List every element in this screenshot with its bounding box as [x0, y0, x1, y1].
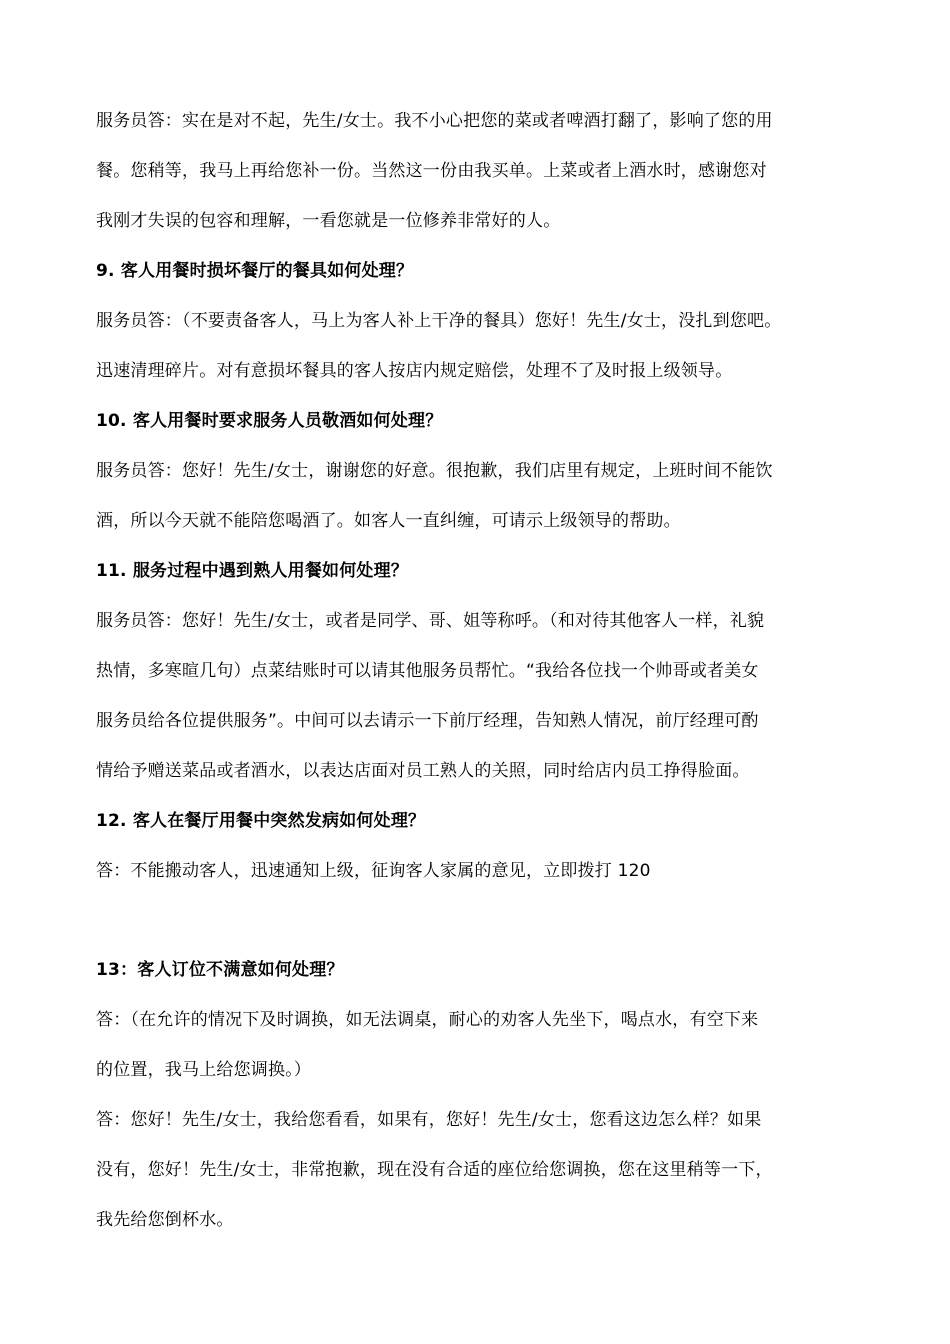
answer-11-line-3: 服务员给各位提供服务”。中间可以去请示一下前厅经理，告知熟人情况，前厅经理可酌 — [96, 711, 759, 731]
answer-13-line-1: 答：（在允许的情况下及时调换，如无法调桌，耐心的劝客人先坐下，喝点水，有空下来 — [96, 1010, 759, 1030]
answer-8-line-1: 服务员答：实在是对不起，先生/女士。我不小心把您的菜或者啤酒打翻了，影响了您的用 — [96, 111, 773, 131]
question-11-heading: 11. 服务过程中遇到熟人用餐如何处理？ — [96, 561, 409, 581]
answer-11-line-2: 热情，多寒暄几句）点菜结账时可以请其他服务员帮忙。“我给各位找一个帅哥或者美女 — [96, 661, 759, 681]
question-10-heading: 10. 客人用餐时要求服务人员敬酒如何处理？ — [96, 411, 443, 431]
answer-13-line-3: 答：您好！先生/女士，我给您看看，如果有，您好！先生/女士，您看这边怎么样？如果 — [96, 1110, 762, 1130]
question-12-heading: 12. 客人在餐厅用餐中突然发病如何处理？ — [96, 811, 426, 831]
answer-11-line-1: 服务员答：您好！先生/女士，或者是同学、哥、姐等称呼。（和对待其他客人一样，礼貌 — [96, 611, 765, 631]
answer-8-line-3: 我刚才失误的包容和理解，一看您就是一位修养非常好的人。 — [96, 211, 561, 231]
answer-13-line-2: 的位置，我马上给您调换。） — [96, 1060, 312, 1080]
answer-8-line-2: 餐。您稍等，我马上再给您补一份。当然这一份由我买单。上菜或者上酒水时，感谢您对 — [96, 161, 767, 181]
answer-12-line-1: 答：不能搬动客人，迅速通知上级，征询客人家属的意见，立即拨打 120 — [96, 861, 651, 881]
answer-11-line-4: 情给予赠送菜品或者酒水，以表达店面对员工熟人的关照，同时给店内员工挣得脸面。 — [96, 761, 750, 781]
question-9-heading: 9. 客人用餐时损坏餐厅的餐具如何处理？ — [96, 261, 414, 281]
answer-10-line-2: 酒，所以今天就不能陪您喝酒了。如客人一直纠缠，可请示上级领导的帮助。 — [96, 511, 681, 531]
answer-9-line-2: 迅速清理碎片。对有意损坏餐具的客人按店内规定赔偿，处理不了及时报上级领导。 — [96, 361, 733, 381]
answer-13-line-4: 没有，您好！先生/女士，非常抱歉，现在没有合适的座位给您调换，您在这里稍等一下， — [96, 1160, 773, 1180]
answer-9-line-1: 服务员答：（不要责备客人，马上为客人补上干净的餐具）您好！先生/女士，没扎到您吧。 — [96, 311, 782, 331]
answer-13-line-5: 我先给您倒杯水。 — [96, 1210, 234, 1230]
answer-10-line-1: 服务员答：您好！先生/女士，谢谢您的好意。很抱歉，我们店里有规定，上班时间不能饮 — [96, 461, 773, 481]
question-13-heading: 13：客人订位不满意如何处理？ — [96, 960, 344, 980]
